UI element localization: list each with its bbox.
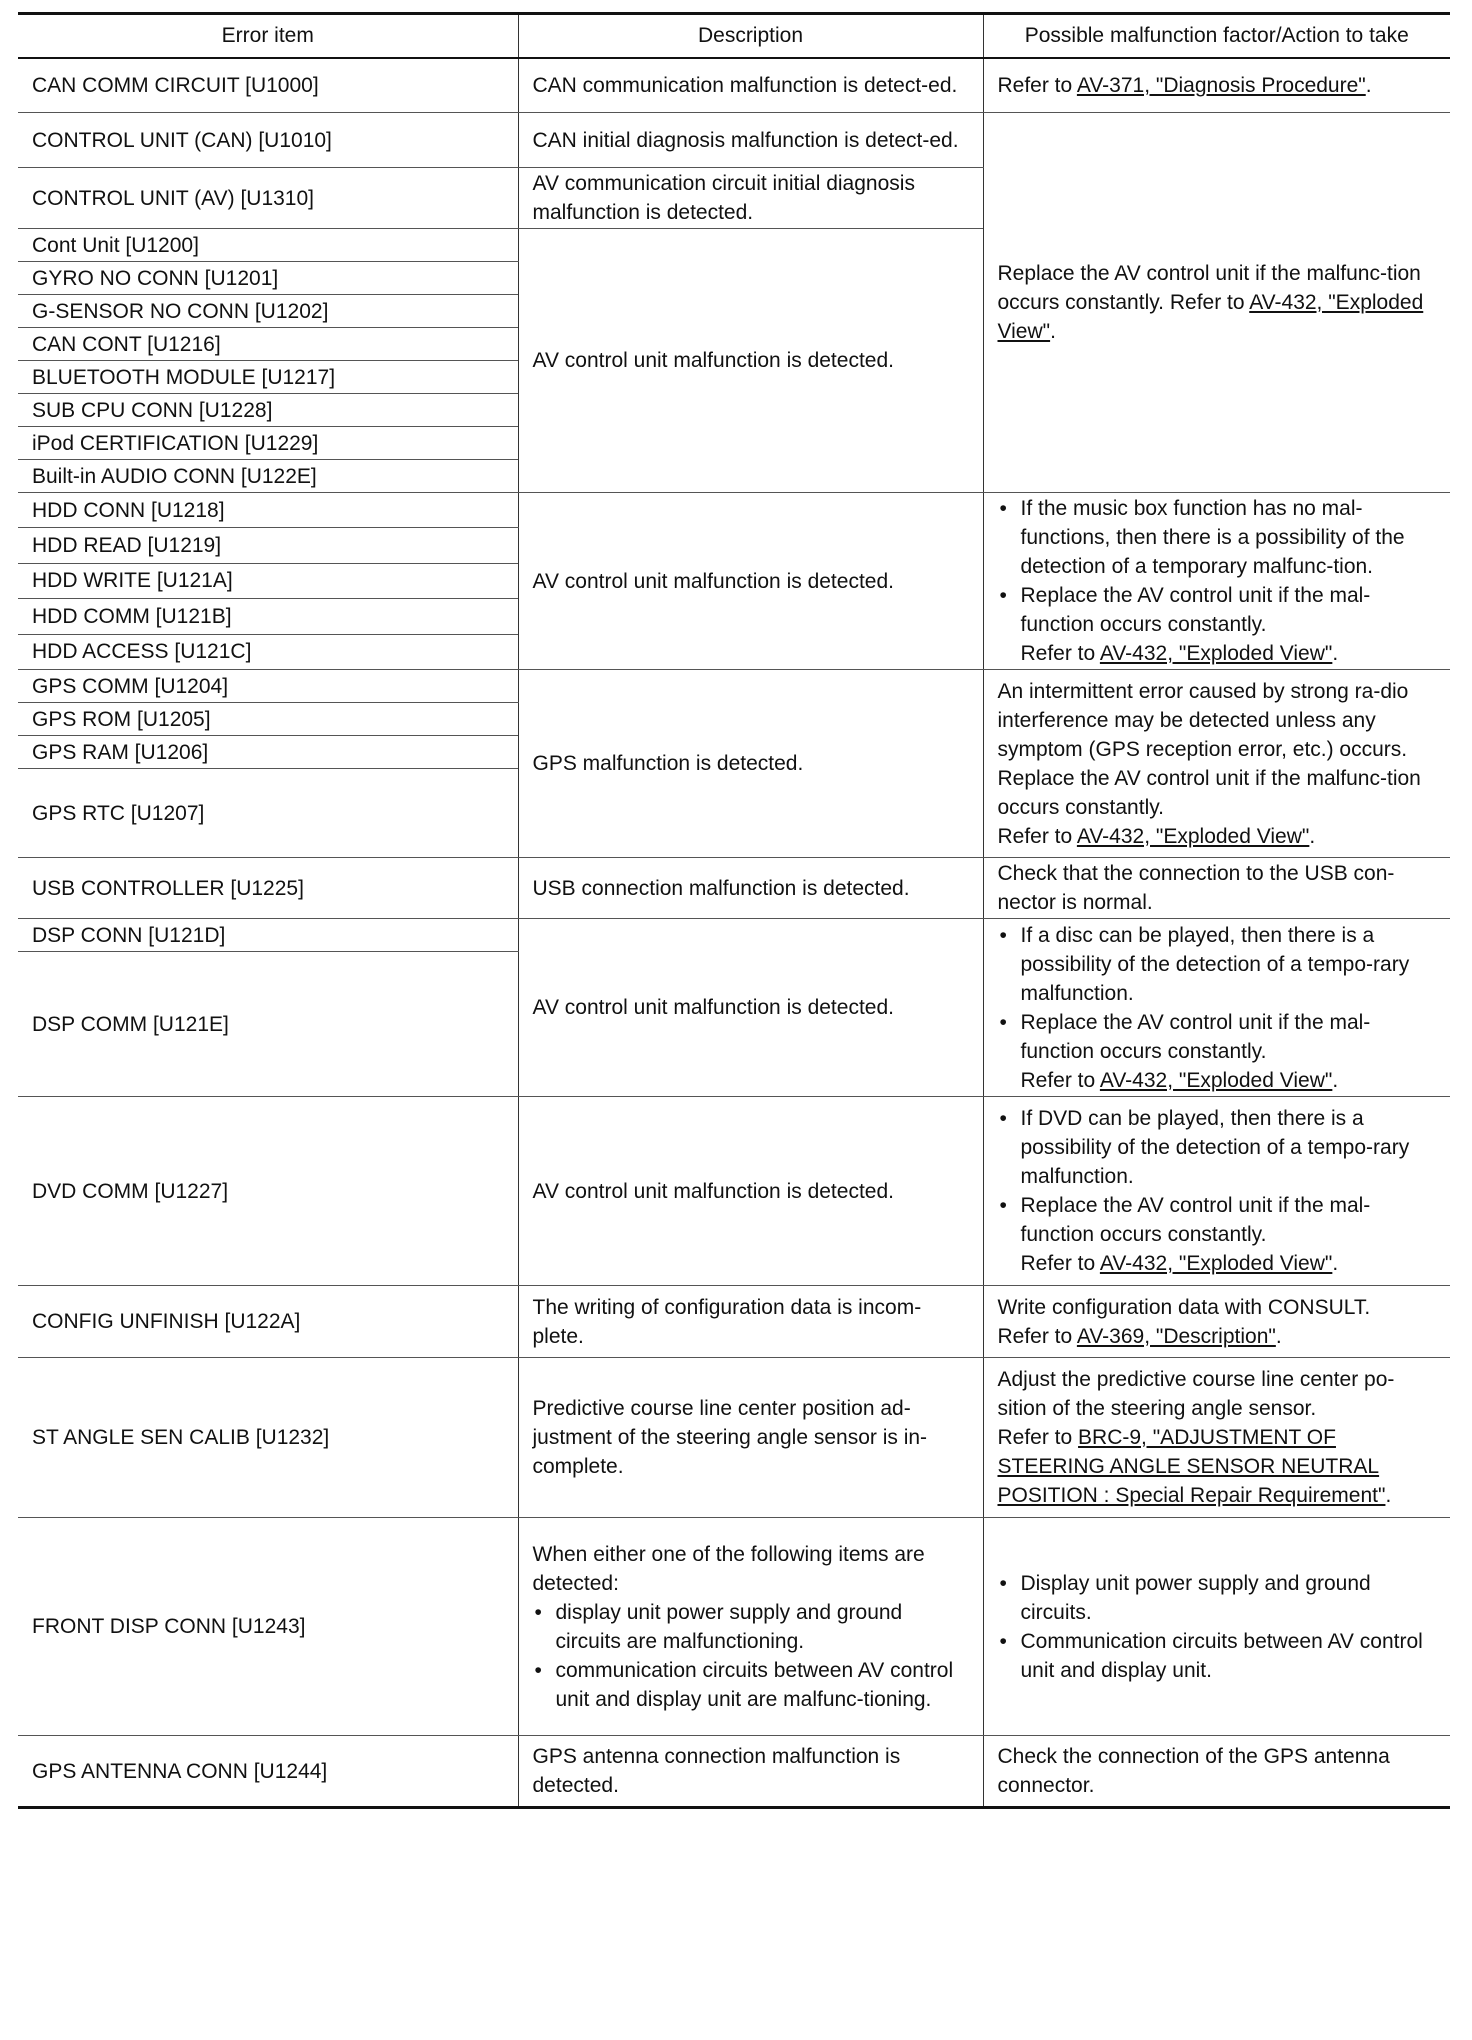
description: The writing of configuration data is incom-plete. — [518, 1286, 983, 1358]
table-row — [18, 493, 1450, 528]
reference-link[interactable]: AV-369, "Description" — [1076, 1324, 1276, 1348]
action-text: . — [1275, 1324, 1282, 1348]
description: CAN communication malfunction is detect-ed. — [518, 58, 983, 113]
reference-link[interactable]: AV-432, "Exploded View" — [997, 291, 1424, 343]
action: Check that the connection to the USB con-nector is normal. — [983, 858, 1450, 919]
error-item: Cont Unit [U1200] — [18, 229, 518, 262]
action-text: An intermittent error caused by strong ra-dio interference may be detected unless any symptom (GPS reception error, etc.) occurs. — [997, 679, 1409, 761]
action-text: . — [1332, 642, 1339, 665]
description — [518, 1518, 983, 1736]
list-item: • If a disc can be played, then there is a possibility of the detection of a tempo-rary malfunction. — [998, 921, 1437, 1008]
action-text: Refer to — [1020, 642, 1100, 665]
action-text: . — [1332, 1252, 1339, 1275]
error-item: GPS ANTENNA CONN [U1244] — [18, 1736, 518, 1808]
action — [983, 1097, 1450, 1286]
reference-line — [998, 639, 1437, 668]
action-bullet-list — [998, 1569, 1437, 1685]
error-item: HDD CONN [U1218] — [18, 493, 518, 528]
action-text: . — [1050, 320, 1056, 343]
action: Check the connection of the GPS antenna connector. — [983, 1736, 1450, 1808]
action-text: . — [1385, 1484, 1392, 1507]
action — [983, 113, 1450, 493]
table-row — [18, 1358, 1450, 1518]
list-item: • If the music box function has no mal-functions, then there is a possibility of the detection of a temporary malfunc-tion. — [998, 494, 1437, 581]
table-row — [18, 1097, 1450, 1286]
list-item: • display unit power supply and ground circuits are malfunctioning. — [533, 1598, 969, 1656]
action — [983, 1358, 1450, 1518]
error-item: CAN COMM CIRCUIT [U1000] — [18, 58, 518, 113]
table-row — [18, 858, 1450, 919]
error-item: ST ANGLE SEN CALIB [U1232] — [18, 1358, 518, 1518]
action-text: Refer to — [997, 73, 1077, 97]
error-item: DSP CONN [U121D] — [18, 919, 518, 952]
description: CAN initial diagnosis malfunction is detect-ed. — [518, 113, 983, 168]
action-bullet-list — [998, 494, 1437, 639]
table-row — [18, 113, 1450, 168]
error-item: FRONT DISP CONN [U1243] — [18, 1518, 518, 1736]
table-header-row — [18, 14, 1450, 58]
error-item: G-SENSOR NO CONN [U1202] — [18, 295, 518, 328]
error-item: CONFIG UNFINISH [U122A] — [18, 1286, 518, 1358]
action-text: Refer to — [997, 824, 1077, 848]
reference-link[interactable]: AV-432, "Exploded View" — [1099, 1252, 1333, 1275]
reference-line — [998, 1322, 1437, 1351]
list-item: • Communication circuits between AV control unit and display unit. — [998, 1627, 1437, 1685]
action — [983, 919, 1450, 1097]
error-item: GPS ROM [U1205] — [18, 703, 518, 736]
description: AV control unit malfunction is detected. — [518, 229, 983, 493]
error-item: SUB CPU CONN [U1228] — [18, 394, 518, 427]
table-row — [18, 1518, 1450, 1736]
error-code-table — [18, 12, 1450, 1809]
reference-line — [998, 822, 1437, 851]
reference-link[interactable]: BRC-9, "ADJUSTMENT OF STEERING ANGLE SENSOR NEUTRAL POSITION : Special Repair Requirement" — [997, 1426, 1386, 1507]
table-row — [18, 58, 1450, 113]
error-item: CONTROL UNIT (CAN) [U1010] — [18, 113, 518, 168]
action-text: . — [1309, 824, 1316, 848]
reference-line — [998, 1423, 1437, 1510]
list-item: • Replace the AV control unit if the mal-function occurs constantly. — [998, 581, 1437, 639]
error-item: DSP COMM [U121E] — [18, 952, 518, 1097]
error-item: HDD COMM [U121B] — [18, 599, 518, 634]
reference-link[interactable]: AV-371, "Diagnosis Procedure" — [1076, 73, 1366, 97]
error-item: CAN CONT [U1216] — [18, 328, 518, 361]
table-row — [18, 670, 1450, 703]
action-text: Replace the AV control unit if the malfunc-tion occurs constantly. — [997, 766, 1421, 819]
description-intro: When either one of the following items are detected: — [532, 1542, 925, 1595]
description: AV control unit malfunction is detected. — [518, 1097, 983, 1286]
error-item: iPod CERTIFICATION [U1229] — [18, 427, 518, 460]
description-bullet-list — [533, 1598, 969, 1714]
description: USB connection malfunction is detected. — [518, 858, 983, 919]
table-row — [18, 1736, 1450, 1808]
action-text: Refer to — [997, 1324, 1077, 1348]
action-text: Refer to — [997, 1426, 1079, 1449]
reference-line — [998, 1066, 1437, 1095]
description: GPS malfunction is detected. — [518, 670, 983, 858]
description: AV communication circuit initial diagnosis malfunction is detected. — [518, 168, 983, 229]
description: AV control unit malfunction is detected. — [518, 919, 983, 1097]
reference-line — [998, 1249, 1437, 1278]
action — [983, 670, 1450, 858]
error-item: DVD COMM [U1227] — [18, 1097, 518, 1286]
action-text: . — [1365, 73, 1372, 97]
action — [983, 493, 1450, 670]
action-text: Refer to — [1020, 1252, 1100, 1275]
error-item: BLUETOOTH MODULE [U1217] — [18, 361, 518, 394]
description: GPS antenna connection malfunction is detected. — [518, 1736, 983, 1808]
action — [983, 1286, 1450, 1358]
reference-link[interactable]: AV-432, "Exploded View" — [1099, 642, 1333, 665]
list-item: • Display unit power supply and ground circuits. — [998, 1569, 1437, 1627]
action-text: Adjust the predictive course line center po-sition of the steering angle sensor. — [997, 1368, 1395, 1420]
reference-link[interactable]: AV-432, "Exploded View" — [1076, 824, 1310, 848]
error-item: HDD WRITE [U121A] — [18, 563, 518, 598]
list-item: • communication circuits between AV control unit and display unit are malfunc-tioning. — [533, 1656, 969, 1714]
action-text: . — [1332, 1068, 1339, 1092]
action — [983, 1518, 1450, 1736]
description: AV control unit malfunction is detected. — [518, 493, 983, 670]
header-description: Description — [518, 14, 983, 58]
error-item: GPS RTC [U1207] — [18, 769, 518, 858]
action-bullet-list — [998, 1104, 1437, 1249]
header-error-item: Error item — [18, 14, 518, 58]
error-item: USB CONTROLLER [U1225] — [18, 858, 518, 919]
table-row — [18, 1286, 1450, 1358]
header-action: Possible malfunction factor/Action to take — [983, 14, 1450, 58]
description: Predictive course line center position ad-justment of the steering angle sensor is in-complete. — [518, 1358, 983, 1518]
error-item: Built-in AUDIO CONN [U122E] — [18, 460, 518, 493]
list-item: • Replace the AV control unit if the mal-function occurs constantly. — [998, 1008, 1437, 1066]
error-item: GPS COMM [U1204] — [18, 670, 518, 703]
list-item: • If DVD can be played, then there is a possibility of the detection of a tempo-rary malfunction. — [998, 1104, 1437, 1191]
table-row — [18, 919, 1450, 952]
reference-link[interactable]: AV-432, "Exploded View" — [1099, 1068, 1333, 1092]
action-text: Write configuration data with CONSULT. — [997, 1295, 1371, 1319]
error-item: HDD READ [U1219] — [18, 528, 518, 563]
action-text: Refer to — [1020, 1068, 1100, 1092]
error-item: GYRO NO CONN [U1201] — [18, 262, 518, 295]
error-item: HDD ACCESS [U121C] — [18, 634, 518, 669]
action-text: Replace the AV control unit if the malfunc-tion occurs constantly. Refer to — [997, 262, 1421, 314]
document-page — [18, 12, 1450, 1809]
error-item: GPS RAM [U1206] — [18, 736, 518, 769]
action — [983, 58, 1450, 113]
error-item: CONTROL UNIT (AV) [U1310] — [18, 168, 518, 229]
list-item: • Replace the AV control unit if the mal-function occurs constantly. — [998, 1191, 1437, 1249]
action-bullet-list — [998, 921, 1437, 1066]
